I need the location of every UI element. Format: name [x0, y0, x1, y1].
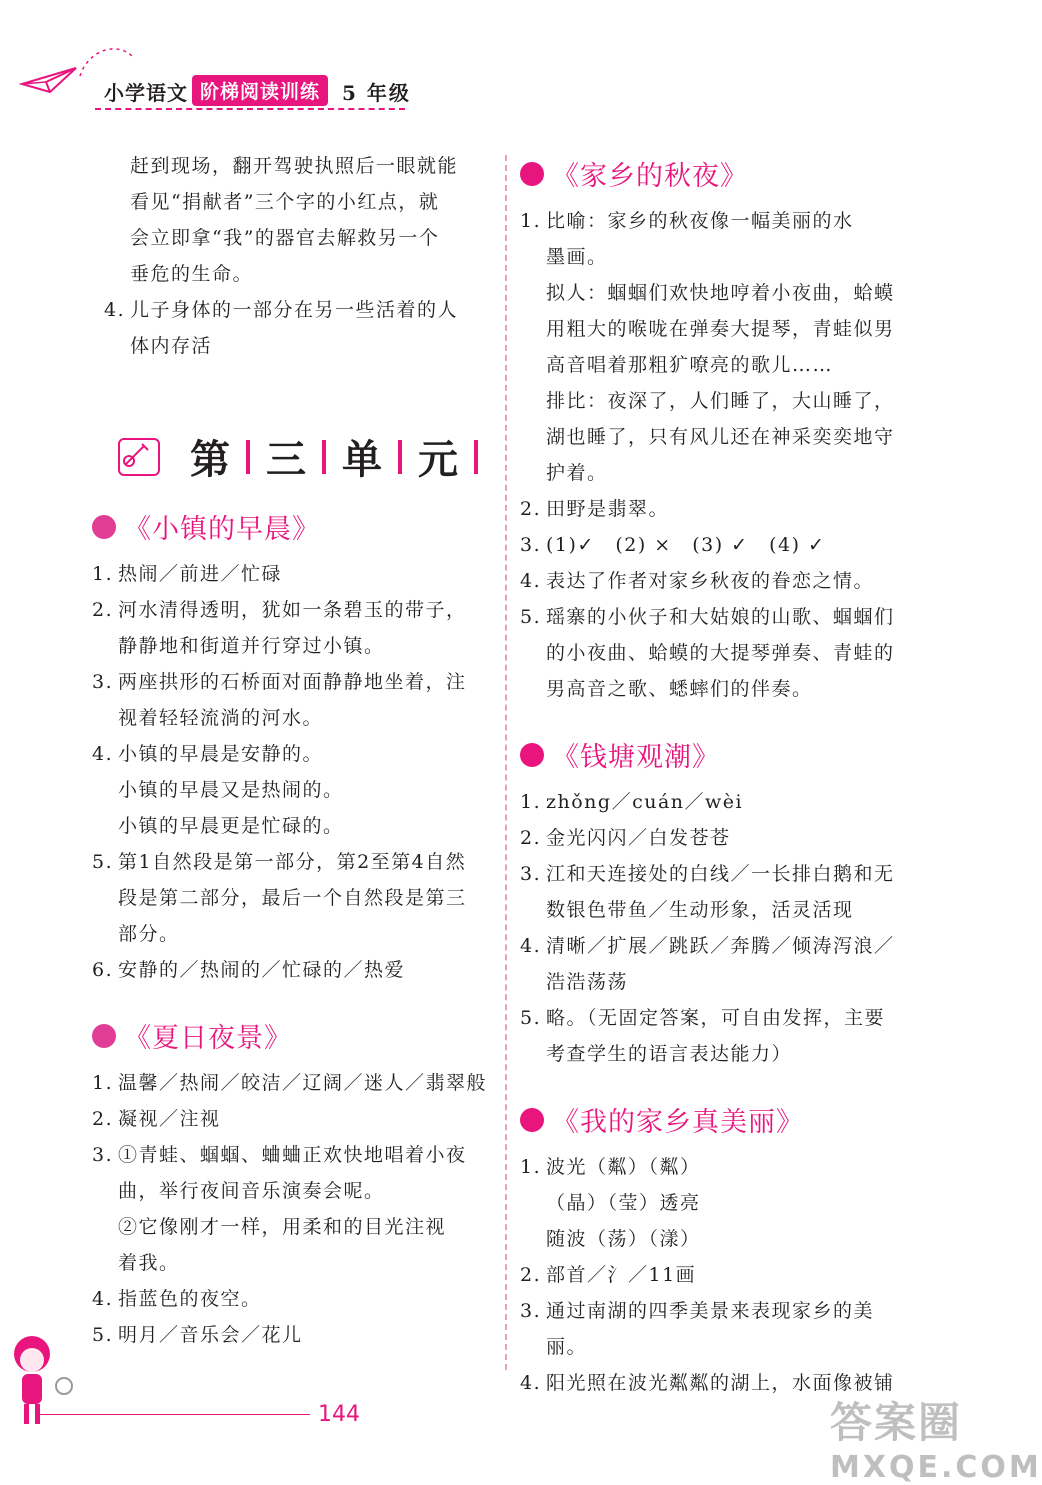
answer-item — [92, 1281, 490, 1317]
text-line: 凝视／注视 — [118, 1108, 221, 1130]
text-line: 波光（粼）（粼） — [546, 1156, 701, 1178]
text-line: 温馨／热闹／皎洁／辽阔／迷人／翡翠般 — [118, 1072, 488, 1094]
text-line: 垂危的生命。 — [130, 263, 254, 285]
text-line: 通过南湖的四季美景来表现家乡的美丽。 — [546, 1300, 875, 1358]
text-line: ②它像刚才一样，用柔和的目光注视 — [118, 1216, 447, 1238]
item-number: 4. — [520, 935, 542, 957]
text-line: 视着轻轻流淌的河水。 — [118, 707, 324, 729]
unit-char: 元 — [418, 436, 458, 483]
item-number: 4. — [520, 1372, 542, 1394]
text-line: 随波（荡）（漾） — [546, 1228, 701, 1250]
text-line: 田野是翡翠。 — [546, 498, 670, 520]
section-heading — [92, 507, 490, 546]
text-line: 略。（无固定答案，可自由发挥，主要 — [546, 1007, 886, 1029]
answer-item — [92, 1317, 490, 1353]
answer-item — [92, 556, 490, 592]
item-number: 4. — [520, 570, 542, 592]
girl-illustration-icon — [4, 1330, 84, 1430]
answer-item — [520, 1257, 910, 1293]
text-line: 部首／氵／11画 — [546, 1264, 697, 1286]
unit-separator — [398, 440, 402, 474]
text-line: 两座拱形的石桥面对面静静地坐着，注 — [118, 671, 467, 693]
answer-list — [520, 784, 910, 1072]
text-line: 墨画。 — [546, 246, 608, 268]
answer-item — [520, 491, 910, 527]
item-number: 6. — [92, 959, 114, 981]
answer-item — [520, 928, 910, 1000]
answer-list — [92, 556, 490, 988]
item-number: 2. — [92, 1108, 114, 1130]
answer-item — [520, 599, 910, 707]
header-rule — [95, 108, 405, 110]
section-heading — [520, 735, 910, 774]
item-number: 5. — [520, 606, 542, 628]
text-line: 第1自然段是第一部分，第2至第4自然 — [118, 851, 467, 873]
continued-answer — [92, 148, 490, 292]
unit-char: 单 — [342, 436, 382, 483]
bullet-dot-icon — [520, 1108, 544, 1132]
text-line: 考查学生的语言表达能力） — [546, 1043, 793, 1065]
text-line: （晶）（莹）透亮 — [546, 1192, 701, 1214]
answer-item — [92, 844, 490, 952]
guitar-note-icon — [118, 438, 160, 476]
watermark-logo: 答案圈 — [830, 1398, 963, 1447]
answer-item — [520, 563, 910, 599]
answer-item — [520, 203, 910, 491]
text-line: 曲，举行夜间音乐演奏会呢。 — [118, 1180, 385, 1202]
text-line: 排比：夜深了，人们睡了，大山睡了， — [546, 390, 895, 412]
answer-item — [92, 952, 490, 988]
text-line: 静静地和街道并行穿过小镇。 — [118, 635, 385, 657]
text-line: 阳光照在波光粼粼的湖上，水面像被铺 — [546, 1372, 895, 1394]
item-number: 1. — [92, 1072, 114, 1094]
footer-rule — [40, 1414, 310, 1415]
text-line: 看见“捐献者”三个字的小红点，就 — [130, 191, 440, 213]
text-line: 指蓝色的夜空。 — [118, 1288, 262, 1310]
text-line: 高音唱着那粗犷嘹亮的歌儿…… — [546, 354, 834, 376]
text-line: 着我。 — [118, 1252, 180, 1274]
item-number: 5. — [92, 851, 114, 873]
paper-plane-icon — [20, 62, 80, 102]
text-line: 瑶寨的小伙子和大姑娘的山歌、蝈蝈们 — [546, 606, 895, 628]
answer-item — [520, 527, 910, 563]
answer-item — [520, 1000, 910, 1072]
answer-list — [520, 203, 910, 707]
item-number: 1. — [92, 563, 114, 585]
header-grade: 5 年级 — [342, 81, 411, 105]
item-number: 2. — [92, 599, 114, 621]
item-number: 4. — [92, 1288, 114, 1310]
text-line: 明月／音乐会／花儿 — [118, 1324, 303, 1346]
bullet-dot-icon — [92, 1024, 116, 1048]
text-line: 河水清得透明，犹如一条碧玉的带子， — [118, 599, 467, 621]
watermark — [830, 1390, 1042, 1485]
item-number: 5. — [520, 1007, 542, 1029]
text-line: 安静的／热闹的／忙碌的／热爱 — [118, 959, 406, 981]
answer-item — [92, 1101, 490, 1137]
bullet-dot-icon — [520, 743, 544, 767]
item-number: 1. — [520, 210, 542, 232]
text-line: 比喻：家乡的秋夜像一幅美丽的水 — [546, 210, 854, 232]
text-line: 体内存活 — [130, 335, 213, 357]
item-number: 2. — [520, 1264, 542, 1286]
right-column — [520, 148, 910, 1401]
item-number: 3. — [92, 1144, 114, 1166]
item-number: 4. — [104, 299, 126, 321]
text-line: 表达了作者对家乡秋夜的眷恋之情。 — [546, 570, 875, 592]
unit-char: 三 — [266, 436, 306, 483]
section-title: 《家乡的秋夜》 — [552, 161, 748, 192]
answer-item — [520, 820, 910, 856]
answer-item — [92, 1137, 490, 1281]
bullet-dot-icon — [92, 515, 116, 539]
text-line: 用粗大的喉咙在弹奏大提琴，青蛙似男 — [546, 318, 895, 340]
text-line: 江和天连接处的白线／一长排白鹅和无 — [546, 863, 895, 885]
item-number: 2. — [520, 498, 542, 520]
text-line: 数银色带鱼／生动形象，活灵活现 — [546, 899, 854, 921]
text-line: 男高音之歌、蟋蟀们的伴奏。 — [546, 678, 813, 700]
text-line: zhǒng／cuán／wèi — [546, 791, 744, 813]
bullet-dot-icon — [520, 162, 544, 186]
answer-item — [92, 592, 490, 664]
section-title: 《夏日夜景》 — [124, 1023, 292, 1054]
item-number: 3. — [520, 863, 542, 885]
answer-list — [520, 1149, 910, 1401]
unit-separator — [246, 440, 250, 474]
header-subject: 小学语文 — [104, 81, 188, 105]
section-heading — [92, 1016, 490, 1055]
left-column — [92, 148, 490, 1353]
text-line: 护着。 — [546, 462, 608, 484]
text-line: 儿子身体的一部分在另一些活着的人 — [130, 299, 459, 321]
item-number: 5. — [92, 1324, 114, 1346]
text-line: 会立即拿“我”的器官去解救另一个 — [130, 227, 440, 249]
item-number: 4. — [92, 743, 114, 765]
item-number: 1. — [520, 1156, 542, 1178]
text-line: 湖也睡了，只有风儿还在神采奕奕地守 — [546, 426, 895, 448]
text-line: 清晰／扩展／跳跃／奔腾／倾涛泻浪／ — [546, 935, 895, 957]
dotted-trail-icon — [78, 40, 138, 80]
answer-item — [520, 1293, 910, 1365]
text-line: 赶到现场，翻开驾驶执照后一眼就能 — [130, 155, 459, 177]
text-line: 部分。 — [118, 923, 180, 945]
answer-item — [92, 1065, 490, 1101]
section-title: 《小镇的早晨》 — [124, 514, 320, 545]
unit-separator — [474, 440, 478, 474]
text-line: 拟人：蝈蝈们欢快地哼着小夜曲，蛤蟆 — [546, 282, 895, 304]
text-line: 热闹／前进／忙碌 — [118, 563, 283, 585]
section-heading — [520, 1100, 910, 1139]
item-number: 3. — [520, 534, 542, 556]
answer-item — [520, 1149, 910, 1257]
section-title: 《我的家乡真美丽》 — [552, 1107, 804, 1138]
column-divider — [505, 155, 507, 1370]
page-number: 144 — [318, 1402, 360, 1427]
unit-separator — [322, 440, 326, 474]
item-number: 3. — [520, 1300, 542, 1322]
section-heading — [520, 154, 910, 193]
text-line: ①青蛙、蝈蝈、蛐蛐正欢快地唱着小夜 — [118, 1144, 467, 1166]
text-line: 的小夜曲、蛤蟆的大提琴弹奏、青蛙的 — [546, 642, 895, 664]
item-number: 2. — [520, 827, 542, 849]
unit-heading — [118, 428, 490, 485]
answer-item — [520, 856, 910, 928]
section-title: 《钱塘观潮》 — [552, 742, 720, 773]
text-line: 小镇的早晨是安静的。 — [118, 743, 324, 765]
text-line: 浩浩荡荡 — [546, 971, 629, 993]
text-line: 段是第二部分，最后一个自然段是第三 — [118, 887, 467, 909]
answer-item — [520, 784, 910, 820]
answer-item — [92, 664, 490, 736]
item-number: 1. — [520, 791, 542, 813]
unit-char: 第 — [190, 436, 230, 483]
watermark-url: MXQE.COM — [830, 1450, 1042, 1485]
answer-list — [92, 1065, 490, 1353]
header-series-badge: 阶梯阅读训练 — [192, 75, 328, 106]
answer-item — [92, 292, 490, 364]
text-line: (1)✓ (2) × (3) ✓ (4) ✓ — [546, 534, 826, 556]
text-line: 小镇的早晨又是热闹的。 — [118, 779, 344, 801]
text-line: 金光闪闪／白发苍苍 — [546, 827, 731, 849]
item-number: 3. — [92, 671, 114, 693]
answer-item — [92, 736, 490, 844]
text-line: 小镇的早晨更是忙碌的。 — [118, 815, 344, 837]
